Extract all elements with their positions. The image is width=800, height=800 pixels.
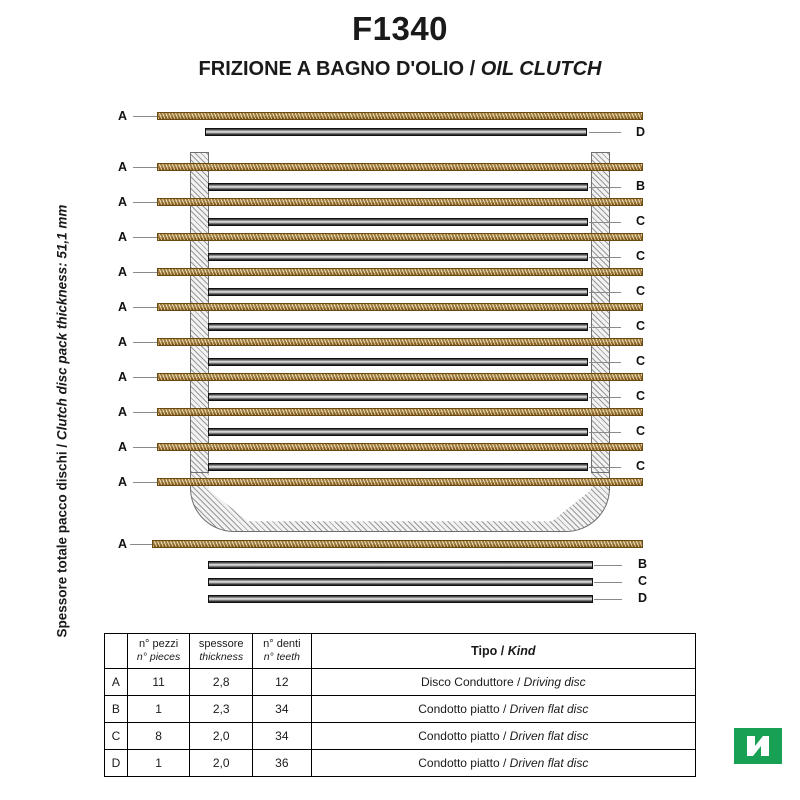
leader-line-left — [133, 116, 157, 117]
disc-pack-thickness-en: Clutch disc pack thickness: 51,1 mm — [54, 204, 70, 441]
row-kind-it: Condotto piatto / — [418, 702, 510, 716]
disc-letter-c: C — [636, 424, 646, 438]
leader-line-right — [589, 467, 621, 468]
header-teeth — [253, 634, 312, 669]
friction-disc — [157, 303, 643, 311]
table-row — [105, 696, 696, 723]
friction-disc — [157, 268, 643, 276]
leader-line-left — [133, 272, 157, 273]
row-pieces: 1 — [127, 750, 190, 777]
row-kind-it: Condotto piatto / — [418, 756, 510, 770]
header-kind-en: Kind — [507, 644, 536, 658]
disc-letter-a: A — [118, 405, 128, 419]
page-subtitle-en: OIL CLUTCH — [480, 58, 602, 80]
row-kind-en: Driven flat disc — [509, 729, 589, 743]
steel-disc — [208, 463, 588, 471]
table-row — [105, 750, 696, 777]
clutch-stack-diagram — [0, 95, 800, 625]
disc-pack-thickness-it: Spessore totale pacco dischi / — [54, 440, 70, 638]
page-subtitle-it: FRIZIONE A BAGNO D'OLIO / — [198, 58, 476, 80]
steel-disc — [208, 218, 588, 226]
leader-line-right — [589, 187, 621, 188]
row-kind — [311, 723, 695, 750]
friction-disc — [157, 198, 643, 206]
row-kind-en: Driven flat disc — [509, 702, 589, 716]
brand-logo — [734, 728, 782, 764]
row-thickness: 2,0 — [190, 723, 253, 750]
disc-letter-c: C — [636, 214, 646, 228]
friction-disc — [157, 408, 643, 416]
disc-letter-c: C — [636, 249, 646, 263]
disc-letter-a: A — [118, 440, 128, 454]
row-kind-it: Disco Conduttore / — [420, 675, 524, 689]
table-row — [105, 723, 696, 750]
disc-letter-b: B — [636, 179, 646, 193]
row-thickness: 2,8 — [190, 669, 253, 696]
leader-line-right — [589, 397, 621, 398]
friction-disc — [157, 233, 643, 241]
row-teeth: 34 — [253, 723, 312, 750]
leader-line-right — [589, 432, 621, 433]
leader-line-right — [594, 565, 622, 566]
header-teeth-it: n° denti — [263, 637, 301, 650]
friction-disc — [157, 112, 643, 120]
row-pieces: 11 — [127, 669, 190, 696]
row-pieces: 8 — [127, 723, 190, 750]
disc-letter-a: A — [118, 475, 128, 489]
disc-letter-a: A — [118, 300, 128, 314]
leader-line-left — [133, 202, 157, 203]
disc-letter-a: A — [118, 265, 128, 279]
steel-disc — [205, 128, 587, 136]
friction-disc — [157, 163, 643, 171]
header-thickness-en: thickness — [199, 651, 244, 664]
row-kind-en: Driving disc — [523, 675, 586, 689]
leader-line-right — [589, 362, 621, 363]
header-thickness-it: spessore — [198, 637, 244, 650]
leader-line-right — [589, 222, 621, 223]
table-header — [105, 634, 696, 669]
steel-disc — [208, 183, 588, 191]
leader-line-left — [133, 237, 157, 238]
table-body — [105, 669, 696, 777]
disc-letter-d: D — [638, 591, 648, 605]
steel-disc — [208, 393, 588, 401]
row-letter: C — [105, 723, 128, 750]
row-kind-it: Condotto piatto / — [418, 729, 510, 743]
logo-n-icon — [745, 734, 771, 758]
leader-line-right — [594, 582, 622, 583]
leader-line-left — [130, 544, 152, 545]
friction-disc — [157, 478, 643, 486]
friction-disc — [157, 373, 643, 381]
row-letter: B — [105, 696, 128, 723]
row-thickness: 2,0 — [190, 750, 253, 777]
disc-letter-a: A — [118, 230, 128, 244]
row-teeth: 34 — [253, 696, 312, 723]
header-teeth-en: n° teeth — [263, 651, 300, 664]
leader-line-right — [589, 292, 621, 293]
friction-disc — [152, 540, 643, 548]
row-kind — [311, 696, 695, 723]
leader-line-right — [589, 327, 621, 328]
header-pieces — [127, 634, 190, 669]
table-row — [105, 669, 696, 696]
leader-line-left — [133, 482, 157, 483]
steel-disc — [208, 288, 588, 296]
header-letter — [105, 634, 128, 669]
leader-line-right — [594, 599, 622, 600]
row-teeth: 36 — [253, 750, 312, 777]
page-title: F1340 — [351, 10, 449, 47]
page-subtitle — [0, 58, 800, 81]
disc-letter-a: A — [118, 109, 128, 123]
leader-line-left — [133, 412, 157, 413]
row-kind — [311, 750, 695, 777]
disc-letter-a: A — [118, 370, 128, 384]
disc-letter-c: C — [636, 389, 646, 403]
leader-line-left — [133, 447, 157, 448]
steel-disc — [208, 578, 593, 586]
disc-letter-a: A — [118, 195, 128, 209]
row-teeth: 12 — [253, 669, 312, 696]
header-pieces-it: n° pezzi — [138, 637, 179, 650]
leader-line-left — [133, 377, 157, 378]
header-kind — [311, 634, 695, 669]
disc-letter-b: B — [638, 557, 648, 571]
friction-disc — [157, 443, 643, 451]
header-thickness — [190, 634, 253, 669]
steel-disc — [208, 323, 588, 331]
leader-line-left — [133, 307, 157, 308]
steel-disc — [208, 358, 588, 366]
row-kind-en: Driven flat disc — [509, 756, 589, 770]
leader-line-left — [133, 342, 157, 343]
row-pieces: 1 — [127, 696, 190, 723]
disc-letter-c: C — [638, 574, 648, 588]
disc-letter-a: A — [118, 160, 128, 174]
header-kind-it: Tipo / — [471, 644, 508, 658]
row-letter: D — [105, 750, 128, 777]
leader-line-left — [133, 167, 157, 168]
disc-letter-a: A — [118, 537, 128, 551]
disc-spec-table — [104, 633, 696, 777]
leader-line-right — [589, 257, 621, 258]
row-thickness: 2,3 — [190, 696, 253, 723]
leader-line-right — [589, 132, 621, 133]
steel-disc — [208, 561, 593, 569]
disc-letter-c: C — [636, 354, 646, 368]
friction-disc — [157, 338, 643, 346]
steel-disc — [208, 253, 588, 261]
disc-letter-c: C — [636, 459, 646, 473]
disc-letter-a: A — [118, 335, 128, 349]
row-letter: A — [105, 669, 128, 696]
row-kind — [311, 669, 695, 696]
header-pieces-en: n° pieces — [136, 651, 181, 664]
steel-disc — [208, 428, 588, 436]
steel-disc — [208, 595, 593, 603]
disc-letter-d: D — [636, 125, 646, 139]
table-header-row — [105, 634, 696, 669]
disc-letter-c: C — [636, 284, 646, 298]
disc-letter-c: C — [636, 319, 646, 333]
